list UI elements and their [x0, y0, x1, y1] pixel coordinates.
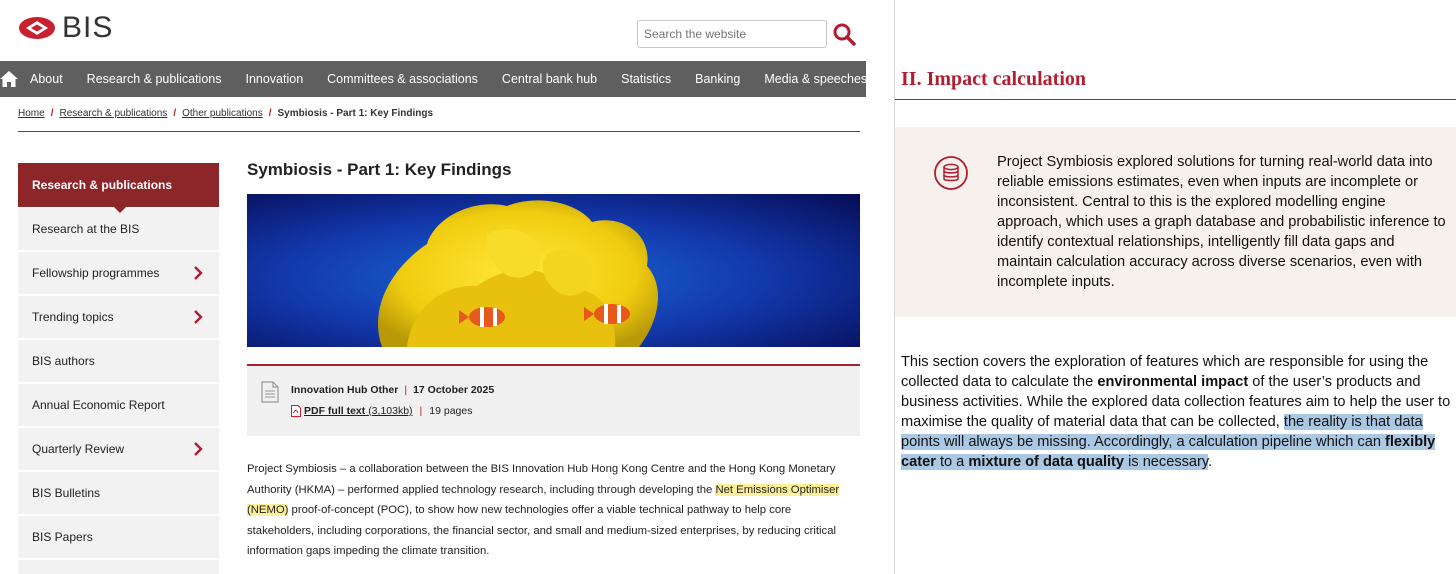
nav-item-media-speeches[interactable]: Media & speeches	[764, 72, 868, 86]
sidebar-nav	[18, 163, 219, 574]
sidebar-item-label: Trending topics	[32, 310, 114, 324]
breadcrumb-link-other-publications[interactable]: Other publications	[182, 108, 263, 119]
breadcrumb-separator: /	[268, 108, 272, 119]
sidebar-item-label: BIS Papers	[32, 530, 93, 544]
breadcrumb-separator: /	[50, 108, 54, 119]
publication-category: Innovation Hub Other	[291, 384, 399, 396]
sidebar-item[interactable]	[18, 208, 219, 252]
breadcrumb	[18, 108, 433, 119]
breadcrumb-current: Symbiosis - Part 1: Key Findings	[277, 108, 434, 119]
callout-text: Project Symbiosis explored solutions for turning real-world data into reliable emissions estimates, even when inputs are incomplete or inconsistent. Central to this is the explored modelling engine approach, which uses a graph database and probabilistic inference to identify contextual relationships, intelligently fill data gaps and maintain calculation accuracy across diverse scenarios, even with incomplete inputs.	[997, 154, 1446, 290]
main-navigation	[0, 61, 866, 97]
article-main	[247, 160, 860, 562]
sidebar-item-label: Annual Economic Report	[32, 398, 165, 412]
pdf-icon	[291, 405, 301, 417]
sidebar-item[interactable]	[18, 428, 219, 472]
sidebar-item-label: Quarterly Review	[32, 442, 125, 456]
page-count: 19 pages	[429, 405, 473, 417]
sidebar-item[interactable]	[18, 560, 219, 574]
sidebar-item[interactable]	[18, 252, 219, 296]
breadcrumb-link-home[interactable]: Home	[18, 108, 45, 119]
meta-category-date: Innovation Hub Other | 17 October 2025	[291, 384, 495, 396]
pdf-download-link[interactable]: PDF full text (3,103kb)	[304, 405, 413, 417]
report-excerpt-panel	[895, 0, 1456, 574]
breadcrumb-divider	[18, 131, 860, 132]
sidebar-item[interactable]	[18, 384, 219, 428]
search-input[interactable]	[637, 20, 827, 48]
sidebar-item-active[interactable]	[18, 163, 219, 207]
search-icon[interactable]	[831, 21, 857, 47]
document-icon	[261, 381, 279, 403]
sidebar-item-label: BIS authors	[32, 354, 95, 368]
nav-item-banking[interactable]: Banking	[695, 72, 741, 86]
breadcrumb-separator: /	[173, 108, 177, 119]
summary-callout	[895, 127, 1456, 317]
page-title: Symbiosis - Part 1: Key Findings	[247, 160, 512, 179]
sidebar-item[interactable]	[18, 516, 219, 560]
nav-item-research-publications[interactable]: Research & publications	[86, 72, 222, 86]
nav-item-about[interactable]: About	[30, 72, 63, 86]
sidebar-item[interactable]	[18, 296, 219, 340]
sidebar-active-label: Research & publications	[32, 178, 173, 192]
sidebar-item[interactable]	[18, 340, 219, 384]
section-heading-rule	[895, 99, 1456, 100]
chevron-right-icon[interactable]	[193, 310, 203, 324]
section-body: This section covers the exploration of features which are responsible for using the collected data to calculate the environmental impact of the user’s products and business activities. While the explored data collection features aim to help the user to maximise the quality of material data that can be collected, the reality is that data points will always be missing. Accordingly, a calculation pipeline which can flexibly cater to a mixture of data quality is necessary.	[901, 354, 1451, 470]
chevron-right-icon[interactable]	[193, 266, 203, 280]
bis-logo[interactable]	[18, 13, 113, 43]
sidebar-item-label: Fellowship programmes	[32, 266, 160, 280]
section-heading: II. Impact calculation	[901, 68, 1086, 90]
article-intro: Project Symbiosis – a collaboration between the BIS Innovation Hub Hong Kong Centre and the Hong Kong Monetary Authority (HKMA) – performed applied technology research, including through developing the Net Emissions Optimiser (NEMO) proof-of-concept (POC), to show how new technologies offer a viable technical pathway to help core stakeholders, including corporations, the financial sector, and small and medium-sized enterprises, by reducing critical information gaps impeding the climate transition.	[247, 463, 840, 557]
nav-item-committees[interactable]: Committees & associations	[327, 72, 478, 86]
database-icon	[933, 155, 969, 191]
selected-text[interactable]: the reality is that data points will always be missing. Accordingly, a calculation pipeline which can flexibly cater to a mixture of data quality is necessary	[901, 414, 1436, 470]
publication-date: 17 October 2025	[413, 384, 495, 396]
logo-text: BIS	[62, 11, 114, 44]
hero-image-clownfish-anemone	[247, 194, 860, 347]
nav-item-statistics[interactable]: Statistics	[621, 72, 672, 86]
breadcrumb-link-research[interactable]: Research & publications	[59, 108, 168, 119]
bis-logo-mark-icon	[18, 15, 56, 41]
sidebar-item[interactable]	[18, 472, 219, 516]
active-notch	[114, 207, 126, 213]
meta-pdf-line: PDF full text (3,103kb) | 19 pages	[291, 405, 473, 417]
pdf-size: (3,103kb)	[368, 405, 413, 417]
nav-item-central-bank-hub[interactable]: Central bank hub	[501, 72, 598, 86]
publication-meta	[247, 366, 860, 436]
chevron-right-icon[interactable]	[193, 442, 203, 456]
sidebar-item-label: BIS Bulletins	[32, 486, 101, 500]
sidebar-item-label: Research at the BIS	[32, 222, 140, 236]
highlighted-term[interactable]: Net Emissions Optimiser (NEMO)	[247, 483, 840, 516]
home-nav-button[interactable]	[0, 61, 18, 97]
nav-item-innovation[interactable]: Innovation	[245, 72, 304, 86]
home-icon	[0, 71, 18, 87]
